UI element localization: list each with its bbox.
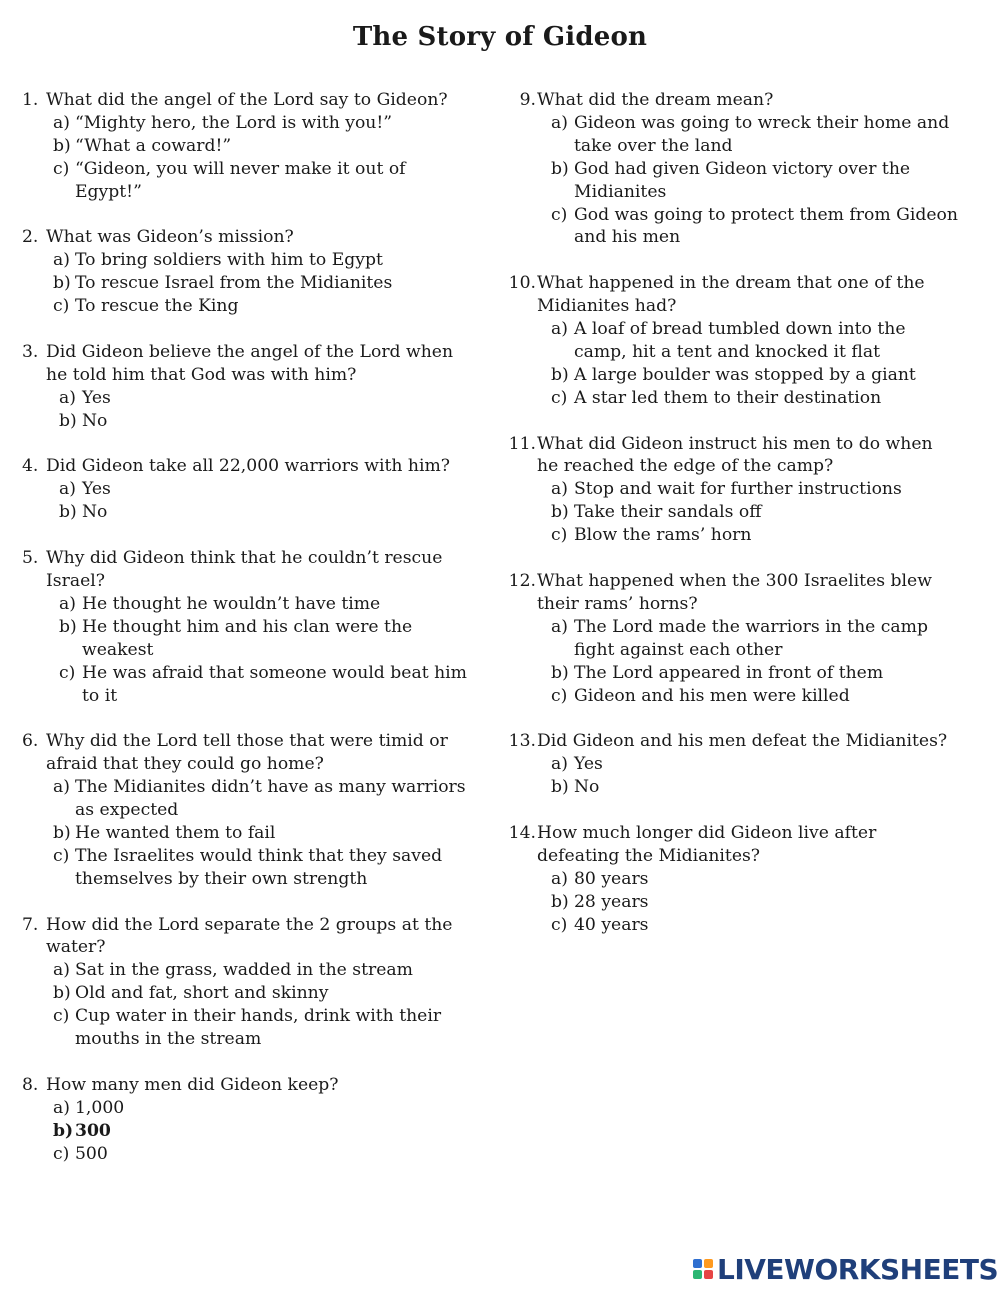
option-text: The Lord appeared in front of them bbox=[574, 662, 884, 683]
option-text: A star led them to their destination bbox=[574, 387, 882, 408]
option-text: God had given Gideon victory over the bbox=[574, 158, 911, 179]
option-text: A loaf of bread tumbled down into the bbox=[574, 319, 906, 340]
option-label: a) bbox=[59, 479, 76, 500]
question-number: 14. bbox=[508, 822, 536, 843]
question-text bbox=[499, 272, 984, 318]
option-text: To rescue the King bbox=[75, 296, 239, 317]
option-text: to it bbox=[82, 685, 118, 706]
questions-left-column bbox=[22, 89, 484, 1188]
question-line: defeating the Midianites? bbox=[537, 845, 761, 866]
option-text: 80 years bbox=[574, 868, 649, 889]
question-11 bbox=[499, 433, 984, 548]
answer-option[interactable] bbox=[22, 295, 484, 318]
question-line: Midianites had? bbox=[537, 296, 677, 317]
option-label: b) bbox=[551, 158, 569, 179]
option-text: “What a coward!” bbox=[75, 135, 232, 156]
question-line: Did Gideon believe the angel of the Lord when bbox=[46, 341, 454, 362]
option-label: a) bbox=[53, 1097, 70, 1118]
option-label: c) bbox=[53, 845, 70, 866]
option-label: b) bbox=[53, 135, 71, 156]
option-label: b) bbox=[59, 502, 77, 523]
question-line: he told him that God was with him? bbox=[46, 364, 357, 385]
answer-option[interactable] bbox=[499, 387, 984, 410]
answer-option[interactable] bbox=[22, 1097, 484, 1120]
question-line: he reached the edge of the camp? bbox=[537, 456, 834, 477]
answer-option[interactable] bbox=[22, 135, 484, 158]
answer-option[interactable] bbox=[22, 959, 484, 982]
question-line: water? bbox=[46, 937, 106, 958]
option-label: a) bbox=[551, 479, 568, 500]
answer-option[interactable] bbox=[499, 501, 984, 524]
question-line: How much longer did Gideon live after bbox=[537, 822, 877, 843]
question-line: What did Gideon instruct his men to do when bbox=[537, 433, 933, 454]
option-text: He wanted them to fail bbox=[75, 822, 276, 843]
option-label: c) bbox=[551, 685, 568, 706]
question-number: 2. bbox=[22, 227, 39, 248]
answer-option[interactable] bbox=[22, 410, 484, 433]
option-text: weakest bbox=[82, 639, 154, 660]
option-text: To bring soldiers with him to Egypt bbox=[75, 250, 383, 271]
option-label: c) bbox=[551, 525, 568, 546]
answer-option[interactable] bbox=[499, 478, 984, 501]
answer-option[interactable] bbox=[22, 112, 484, 135]
option-text: He thought him and his clan were the bbox=[82, 616, 413, 637]
question-7 bbox=[22, 914, 484, 1051]
option-text: fight against each other bbox=[574, 639, 783, 660]
option-text: Gideon and his men were killed bbox=[574, 685, 850, 706]
question-line: How many men did Gideon keep? bbox=[46, 1074, 339, 1095]
option-label: b) bbox=[551, 777, 569, 798]
question-line: What was Gideon’s mission? bbox=[46, 227, 294, 248]
question-line: What did the angel of the Lord say to Gideon? bbox=[46, 90, 448, 110]
option-text: Egypt!” bbox=[75, 181, 142, 202]
question-text bbox=[22, 914, 484, 960]
question-3 bbox=[22, 341, 484, 433]
answer-option[interactable] bbox=[499, 318, 984, 364]
question-1 bbox=[22, 89, 484, 204]
question-text bbox=[22, 89, 484, 112]
option-text: No bbox=[82, 502, 108, 523]
option-label: a) bbox=[551, 616, 568, 637]
answer-option[interactable] bbox=[22, 1143, 484, 1166]
question-text bbox=[499, 570, 984, 616]
option-label: c) bbox=[53, 158, 70, 179]
answer-option[interactable] bbox=[22, 249, 484, 272]
option-label: a) bbox=[53, 777, 70, 798]
question-number: 7. bbox=[22, 914, 39, 935]
question-text bbox=[22, 730, 484, 776]
answer-option[interactable] bbox=[499, 204, 984, 250]
option-label: a) bbox=[59, 387, 76, 408]
option-text: Yes bbox=[574, 754, 603, 775]
option-label: b) bbox=[53, 1120, 74, 1141]
question-2 bbox=[22, 226, 484, 318]
question-12 bbox=[499, 570, 984, 707]
answer-option[interactable] bbox=[499, 868, 984, 891]
option-text: and his men bbox=[574, 227, 681, 248]
question-line: Why did the Lord tell those that were timid or bbox=[46, 731, 448, 752]
question-number: 10. bbox=[508, 273, 536, 294]
answer-option[interactable] bbox=[22, 776, 484, 822]
answer-option[interactable] bbox=[499, 662, 984, 685]
option-text: 28 years bbox=[574, 891, 649, 912]
option-label: b) bbox=[53, 983, 71, 1004]
option-text: The Israelites would think that they saved bbox=[75, 845, 443, 866]
option-label: a) bbox=[551, 868, 568, 889]
option-label: c) bbox=[53, 1143, 70, 1164]
answer-option[interactable] bbox=[499, 158, 984, 204]
answer-option[interactable] bbox=[22, 593, 484, 616]
question-line: Did Gideon and his men defeat the Midianites? bbox=[537, 731, 948, 752]
question-line: Why did Gideon think that he couldn’t rescue bbox=[46, 548, 443, 569]
option-label: a) bbox=[551, 319, 568, 340]
question-13 bbox=[499, 730, 984, 799]
answer-option[interactable] bbox=[22, 982, 484, 1005]
question-text bbox=[22, 341, 484, 387]
option-text: Sat in the grass, wadded in the stream bbox=[75, 960, 413, 981]
option-text: Old and fat, short and skinny bbox=[75, 983, 329, 1004]
option-label: b) bbox=[59, 616, 77, 637]
question-number: 12. bbox=[508, 570, 536, 591]
question-4 bbox=[22, 455, 484, 524]
answer-option[interactable] bbox=[22, 845, 484, 891]
option-label: c) bbox=[59, 662, 76, 683]
question-line: Israel? bbox=[46, 570, 105, 591]
answer-option[interactable] bbox=[499, 364, 984, 387]
option-text: A large boulder was stopped by a giant bbox=[574, 364, 916, 385]
option-text: Gideon was going to wreck their home and bbox=[574, 112, 950, 133]
answer-option[interactable] bbox=[499, 914, 984, 937]
option-text: Cup water in their hands, drink with their bbox=[75, 1006, 442, 1027]
question-text bbox=[499, 822, 984, 868]
answer-option[interactable] bbox=[22, 387, 484, 410]
answer-option[interactable] bbox=[22, 501, 484, 524]
option-label: a) bbox=[59, 593, 76, 614]
question-text bbox=[22, 547, 484, 593]
question-text bbox=[499, 730, 984, 753]
option-text: He thought he wouldn’t have time bbox=[82, 593, 381, 614]
question-text bbox=[499, 433, 984, 479]
page-title: The Story of Gideon bbox=[352, 22, 648, 52]
question-number: 3. bbox=[22, 341, 39, 362]
option-label: b) bbox=[551, 891, 569, 912]
logo-text: LIVEWORKSHEETS bbox=[717, 1252, 999, 1286]
question-10 bbox=[499, 272, 984, 409]
question-line: What did the dream mean? bbox=[537, 90, 774, 110]
question-number: 1. bbox=[22, 90, 39, 110]
question-text bbox=[499, 89, 984, 112]
question-number: 4. bbox=[22, 456, 39, 477]
option-text: Midianites bbox=[574, 181, 667, 202]
option-label: c) bbox=[551, 387, 568, 408]
option-text: Blow the rams’ horn bbox=[574, 525, 752, 546]
option-text: Yes bbox=[82, 479, 111, 500]
option-text: 1,000 bbox=[75, 1097, 125, 1118]
liveworksheets-logo bbox=[693, 1253, 998, 1285]
option-label: c) bbox=[53, 1006, 70, 1027]
option-text: camp, hit a tent and knocked it flat bbox=[574, 341, 881, 362]
option-text: 40 years bbox=[574, 914, 649, 935]
question-14 bbox=[499, 822, 984, 937]
option-label: b) bbox=[551, 364, 569, 385]
questions-right-column bbox=[499, 89, 984, 959]
answer-option[interactable] bbox=[22, 1005, 484, 1051]
option-text: God was going to protect them from Gideon bbox=[574, 204, 958, 225]
option-text: mouths in the stream bbox=[75, 1029, 262, 1050]
question-line: What happened when the 300 Israelites blew bbox=[537, 570, 932, 591]
option-label: a) bbox=[53, 112, 70, 133]
option-text: No bbox=[82, 410, 108, 431]
option-label: a) bbox=[551, 112, 568, 133]
option-text: take over the land bbox=[574, 135, 733, 156]
option-text: Stop and wait for further instructions bbox=[574, 479, 902, 500]
option-text: Yes bbox=[82, 387, 111, 408]
answer-option[interactable] bbox=[22, 616, 484, 662]
question-8 bbox=[22, 1074, 484, 1166]
option-label: c) bbox=[551, 204, 568, 225]
question-text bbox=[22, 226, 484, 249]
answer-option[interactable] bbox=[499, 685, 984, 708]
option-label: b) bbox=[53, 822, 71, 843]
question-text bbox=[22, 455, 484, 478]
question-number: 13. bbox=[508, 731, 536, 752]
option-label: b) bbox=[551, 662, 569, 683]
question-line: How did the Lord separate the 2 groups at the bbox=[46, 914, 453, 935]
option-text: He was afraid that someone would beat him bbox=[82, 662, 467, 683]
option-label: a) bbox=[551, 754, 568, 775]
answer-option[interactable] bbox=[22, 1120, 484, 1143]
option-label: c) bbox=[53, 296, 70, 317]
answer-option[interactable] bbox=[499, 753, 984, 776]
option-text: No bbox=[574, 777, 600, 798]
answer-option[interactable] bbox=[22, 158, 484, 204]
option-text: The Midianites didn’t have as many warriors bbox=[75, 777, 466, 798]
question-line: their rams’ horns? bbox=[537, 593, 698, 614]
answer-option[interactable] bbox=[22, 822, 484, 845]
option-label: a) bbox=[53, 250, 70, 271]
answer-option[interactable] bbox=[22, 662, 484, 708]
option-label: b) bbox=[551, 502, 569, 523]
question-9 bbox=[499, 89, 984, 249]
option-label: a) bbox=[53, 960, 70, 981]
option-text: To rescue Israel from the Midianites bbox=[75, 273, 393, 294]
option-label: b) bbox=[59, 410, 77, 431]
option-text: 300 bbox=[75, 1120, 111, 1141]
answer-option[interactable] bbox=[22, 478, 484, 501]
answer-option[interactable] bbox=[499, 776, 984, 799]
answer-option[interactable] bbox=[499, 616, 984, 662]
question-number: 8. bbox=[22, 1074, 39, 1095]
option-text: “Mighty hero, the Lord is with you!” bbox=[75, 112, 393, 133]
question-line: afraid that they could go home? bbox=[46, 754, 324, 775]
answer-option[interactable] bbox=[499, 112, 984, 158]
option-text: 500 bbox=[75, 1143, 108, 1164]
question-5 bbox=[22, 547, 484, 707]
liveworksheets-mark-icon bbox=[693, 1259, 713, 1279]
question-6 bbox=[22, 730, 484, 890]
option-text: themselves by their own strength bbox=[75, 868, 368, 889]
answer-option[interactable] bbox=[499, 891, 984, 914]
answer-option[interactable] bbox=[499, 524, 984, 547]
option-text: “Gideon, you will never make it out of bbox=[75, 158, 406, 179]
answer-option[interactable] bbox=[22, 272, 484, 295]
question-line: Did Gideon take all 22,000 warriors with him? bbox=[46, 456, 450, 477]
question-number: 9. bbox=[519, 90, 536, 110]
option-label: b) bbox=[53, 273, 71, 294]
option-text: Take their sandals off bbox=[574, 502, 762, 523]
option-text: The Lord made the warriors in the camp bbox=[574, 616, 928, 637]
option-label: c) bbox=[551, 914, 568, 935]
question-number: 5. bbox=[22, 548, 39, 569]
question-number: 11. bbox=[508, 433, 536, 454]
option-text: as expected bbox=[75, 800, 179, 821]
question-line: What happened in the dream that one of the bbox=[537, 273, 925, 294]
question-text bbox=[22, 1074, 484, 1097]
question-number: 6. bbox=[22, 731, 39, 752]
